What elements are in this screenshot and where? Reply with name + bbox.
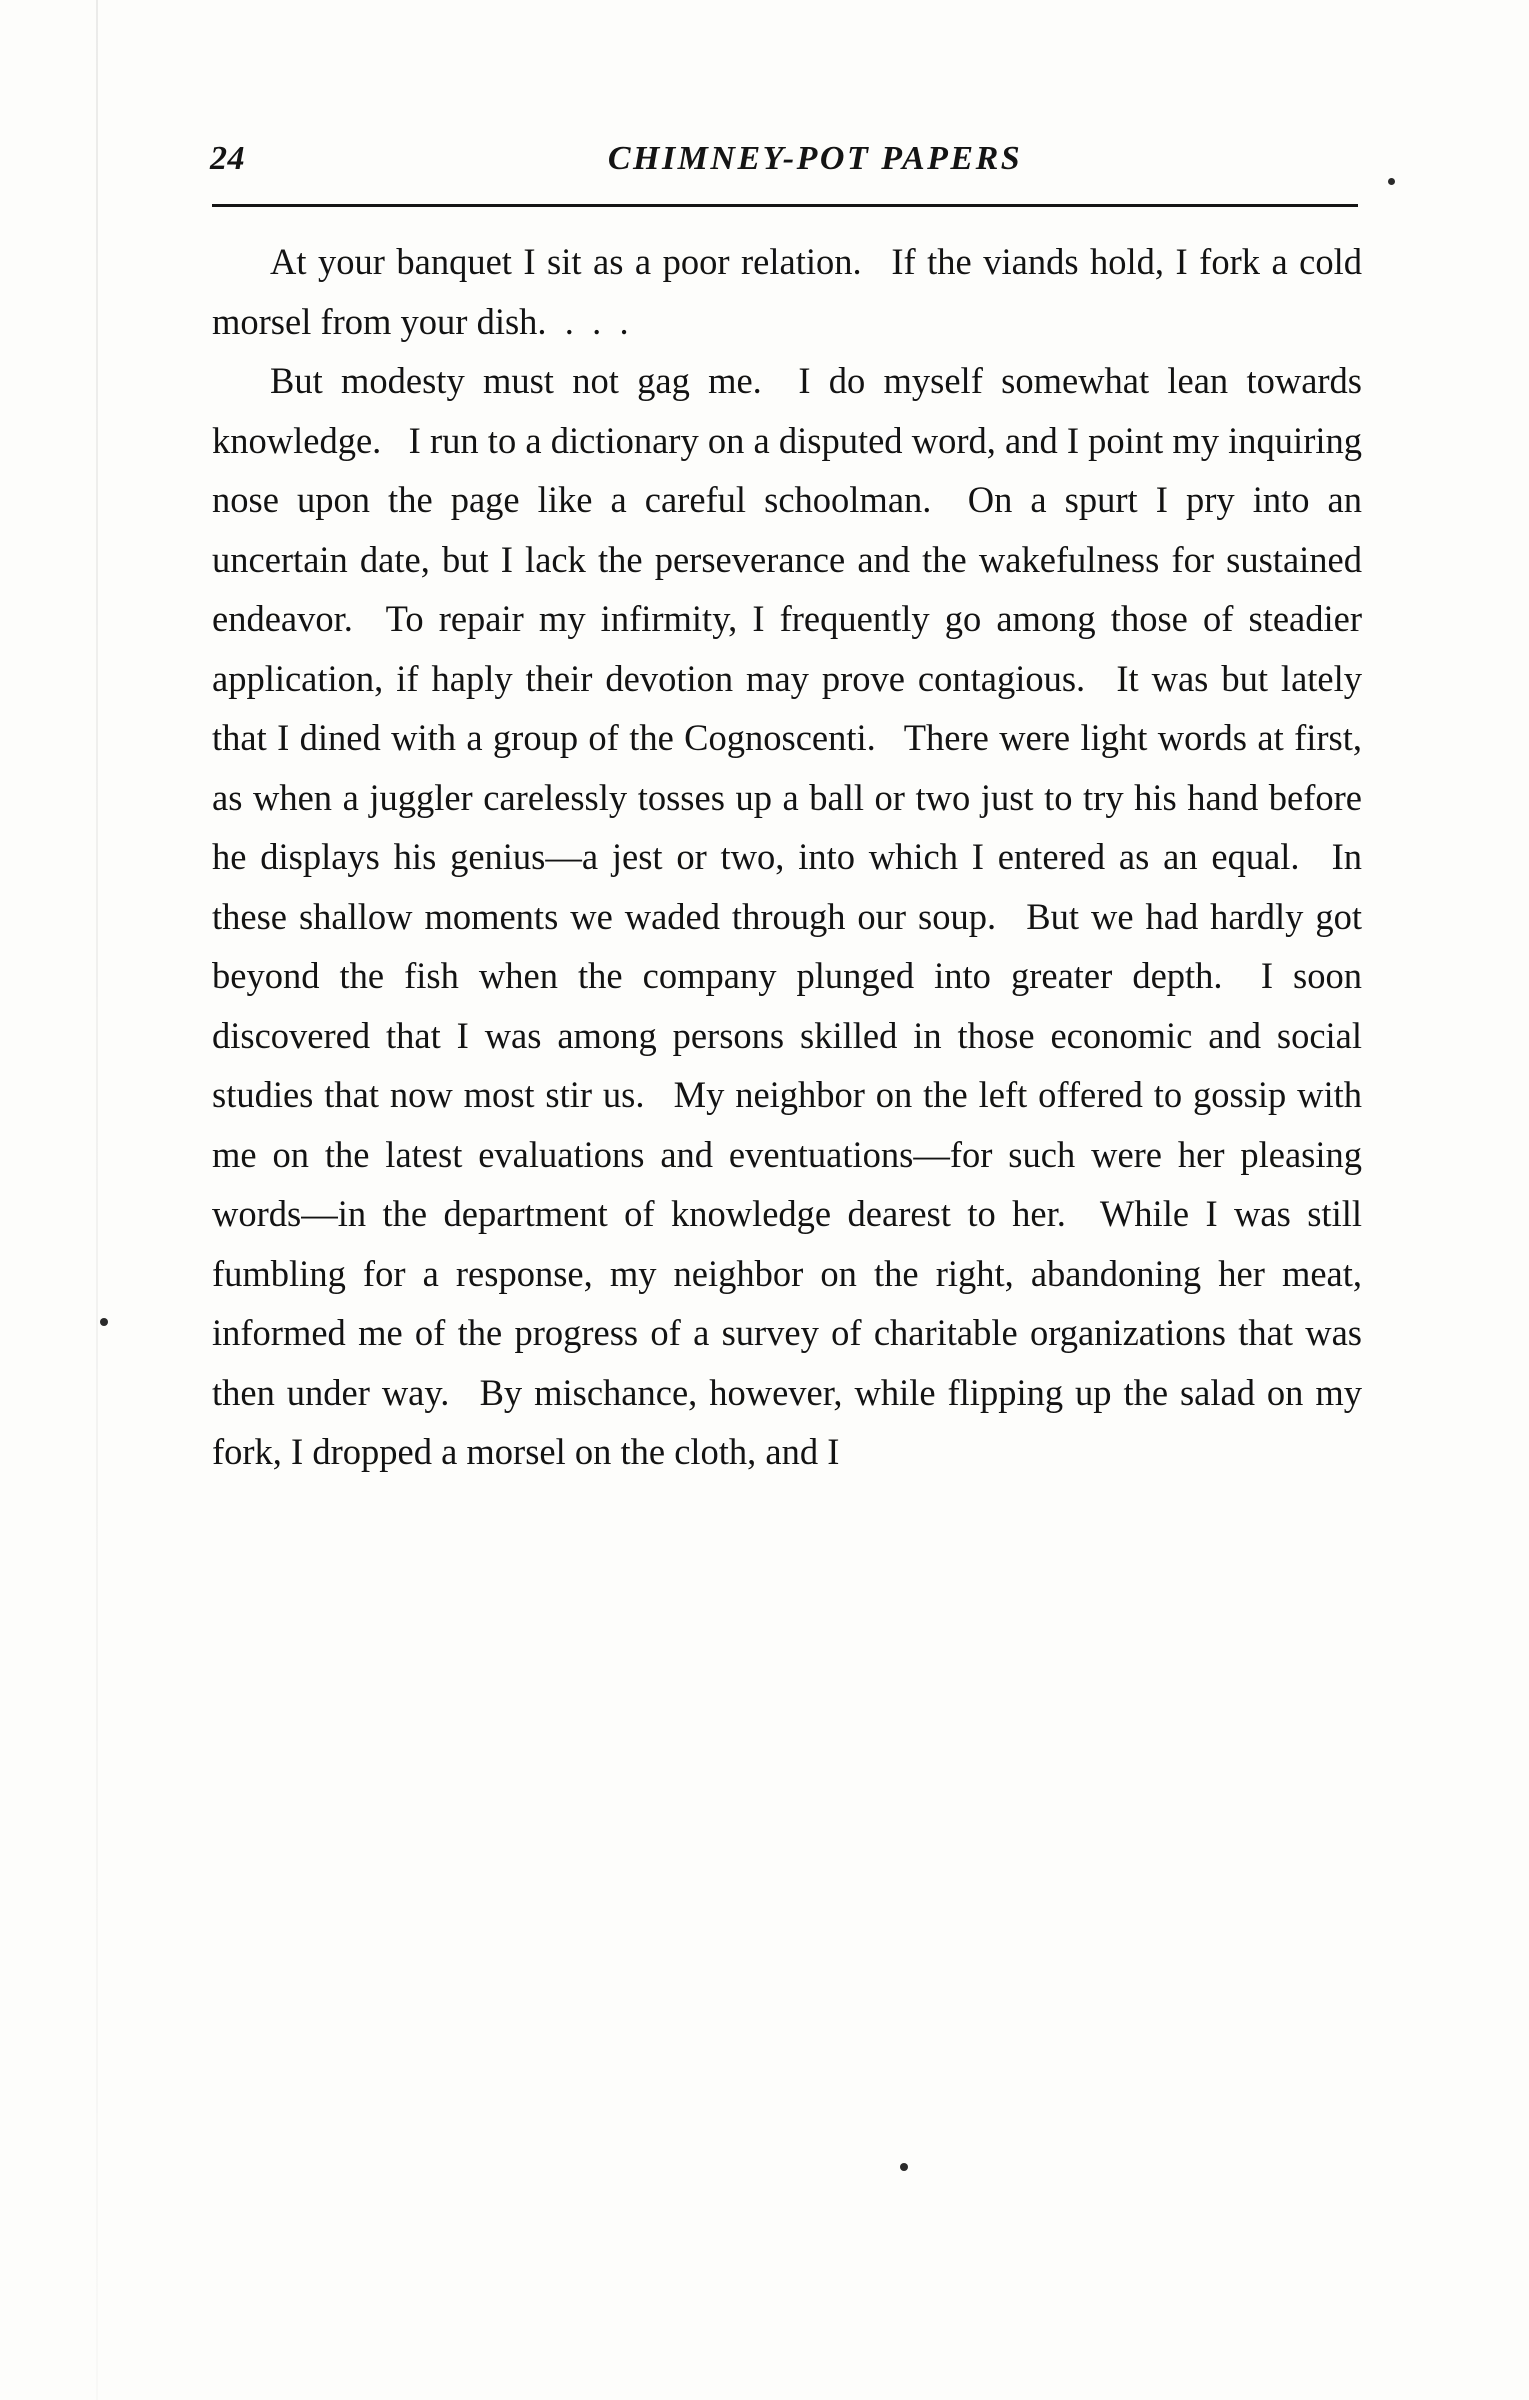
paragraph: But modesty must not gag me. I do myself somewhat lean towards knowledge. I run to a dictionary on a disputed word, and I point my inquiring nose upon the page like a careful schoolman. On a spurt I pry into an uncertain date, but I lack the perseverance and the wakefulness for sustained endeavor. To repair my infirmity, I frequently go among those of steadier application, if haply their devotion may prove contagious. It was but lately that I dined with a group of the Cognoscenti. There were light words at first, as when a juggler carelessly tosses up a ball or two just to try his hand before he displays his genius—a jest or two, into which I entered as an equal. In these shallow moments we waded through our soup. But we had hardly got beyond the fish when the company plunged into greater depth. I soon discovered that I was among persons skilled in those economic and social studies that now most stir us. My neighbor on the left offered to gossip with me on the latest evaluations and eventuations—for such were her pleasing words—in the department of knowledge dearest to her. While I was still fumbling for a response, my neighbor on the right, abandoning her meat, informed me of the progress of a survey of charitable organizations that was then under way. By mischance, however, while flipping up the salad on my fork, I dropped a morsel on the cloth, and I (212, 360, 1362, 1472)
ink-speck-middle-left (100, 1318, 108, 1326)
page-number: 24 (210, 140, 245, 177)
body-text (212, 232, 1362, 1482)
running-title: CHIMNEY-POT PAPERS (607, 140, 1023, 177)
page-edge-shadow (96, 0, 98, 2400)
paragraph: At your banquet I sit as a poor relation. If the viands hold, I fork a cold morsel from your dish. . . . (212, 241, 1362, 342)
page-header (210, 140, 1360, 192)
ink-speck-bottom-center (900, 2163, 908, 2171)
header-rule (212, 204, 1358, 207)
ink-speck-top-right (1388, 178, 1395, 185)
